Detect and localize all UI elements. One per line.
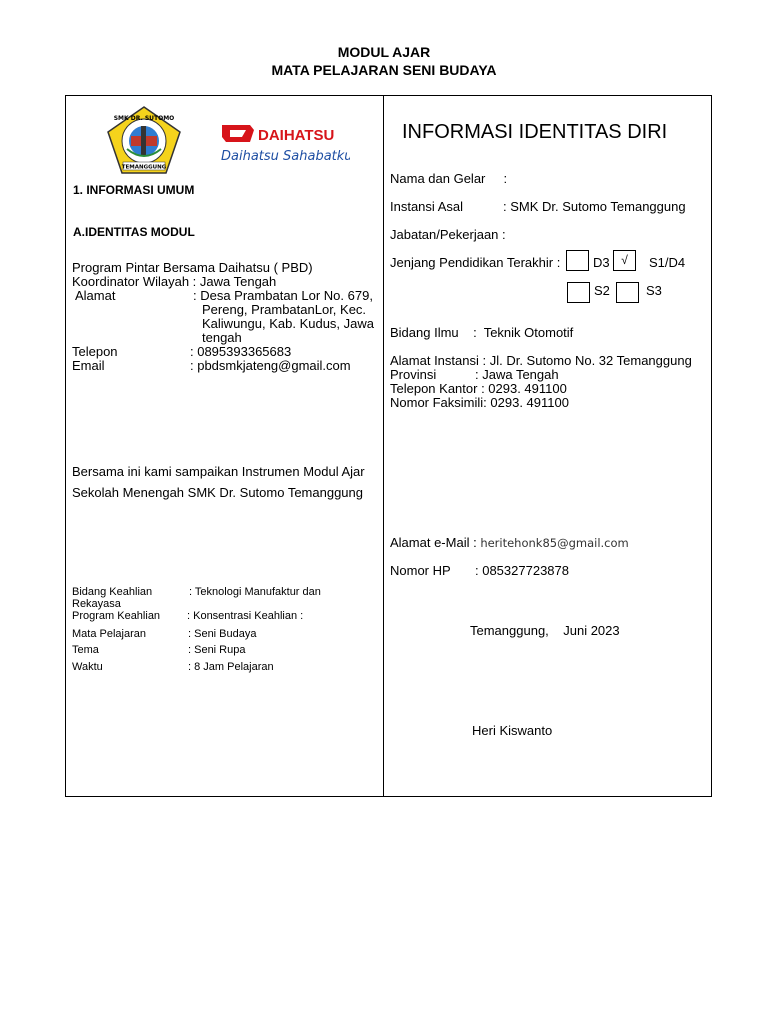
- email-label: Email: [72, 358, 105, 373]
- identity-heading: INFORMASI IDENTITAS DIRI: [402, 121, 668, 143]
- detail-label-program: Program Keahlian: [72, 610, 161, 622]
- option-s3: S3: [646, 283, 662, 298]
- section-informasi-umum: 1. INFORMASI UMUM: [73, 183, 195, 197]
- place-date: Temanggung, Juni 2023: [470, 623, 620, 638]
- alamat-instansi: Alamat Instansi : Jl. Dr. Sutomo No. 32 Temanggung: [390, 353, 692, 368]
- daihatsu-brand-text: DAIHATSU: [258, 127, 335, 144]
- detail-label-bidang: Bidang Keahlian: [72, 586, 153, 598]
- koordinator-wilayah: Koordinator Wilayah : Jawa Tengah: [72, 274, 277, 289]
- checkbox-s2[interactable]: [567, 282, 590, 303]
- program-name: Program Pintar Bersama Daihatsu ( PBD): [72, 260, 313, 275]
- checkbox-s1d4[interactable]: √: [613, 250, 636, 271]
- checkbox-s3[interactable]: [616, 282, 639, 303]
- alamat-line-4: tengah: [202, 330, 242, 345]
- detail-value-program: : Konsentrasi Keahlian :: [187, 610, 304, 622]
- instansi-label: Instansi Asal: [390, 199, 463, 214]
- detail-value-bidang: : Teknologi Manufaktur dan: [189, 586, 321, 598]
- nama-gelar: Nama dan Gelar :: [390, 171, 508, 186]
- detail-value-tema: : Seni Rupa: [188, 644, 246, 656]
- checkbox-d3[interactable]: [566, 250, 589, 271]
- option-d3: D3: [593, 255, 610, 270]
- nomor-faksimili: Nomor Faksimili: 0293. 491100: [390, 395, 569, 410]
- alamat-line-3: Kaliwungu, Kab. Kudus, Jawa: [202, 316, 374, 331]
- document-subtitle: MATA PELAJARAN SENI BUDAYA: [271, 62, 497, 78]
- daihatsu-logo: [220, 122, 350, 166]
- hp-value: : 085327723878: [475, 563, 569, 578]
- email-row-label: Alamat e-Mail :: [390, 535, 481, 550]
- daihatsu-tagline: Daihatsu Sahabatku: [221, 149, 350, 164]
- detail-label-tema: Tema: [72, 644, 99, 656]
- email-row: [390, 536, 629, 550]
- section-identitas-modul: A.IDENTITAS MODUL: [73, 225, 195, 239]
- alamat-line-1: : Desa Prambatan Lor No. 679,: [193, 288, 373, 303]
- email-value: : pbdsmkjateng@gmail.com: [190, 358, 351, 373]
- statement-line-1: Bersama ini kami sampaikan Instrumen Modul Ajar: [72, 464, 365, 479]
- option-s1d4: S1/D4: [649, 255, 686, 270]
- school-logo: [105, 105, 183, 175]
- school-logo-text-bottom: TEMANGGUNG: [121, 164, 167, 171]
- telepon-label: Telepon: [72, 344, 118, 359]
- signer-name: Heri Kiswanto: [472, 723, 553, 738]
- alamat-line-2: Pereng, PrambatanLor, Kec.: [202, 302, 367, 317]
- detail-value-mapel: : Seni Budaya: [188, 628, 257, 640]
- document-title: MODUL AJAR: [337, 44, 431, 60]
- detail-label-rekayasa: Rekayasa: [72, 598, 121, 610]
- instansi-value: : SMK Dr. Sutomo Temanggung: [503, 199, 686, 214]
- provinsi-label: Provinsi: [390, 367, 437, 382]
- jabatan: Jabatan/Pekerjaan :: [390, 227, 506, 242]
- detail-label-waktu: Waktu: [72, 661, 103, 673]
- detail-value-waktu: : 8 Jam Pelajaran: [188, 661, 274, 673]
- statement-line-2: Sekolah Menengah SMK Dr. Sutomo Temanggung: [72, 485, 363, 500]
- email-row-value: heritehonk85@gmail.com: [480, 536, 629, 550]
- alamat-label: Alamat: [75, 288, 116, 303]
- bidang-ilmu: Bidang Ilmu : Teknik Otomotif: [390, 325, 574, 340]
- telepon-value: : 0895393365683: [190, 344, 292, 359]
- school-logo-text-top: SMK DR. SUTOMO: [113, 115, 175, 122]
- column-divider: [383, 95, 384, 797]
- hp-label: Nomor HP: [390, 563, 451, 578]
- telepon-kantor: Telepon Kantor : 0293. 491100: [390, 381, 567, 396]
- option-s2: S2: [594, 283, 610, 298]
- provinsi-value: : Jawa Tengah: [475, 367, 559, 382]
- detail-label-mapel: Mata Pelajaran: [72, 628, 146, 640]
- jenjang-label: Jenjang Pendidikan Terakhir :: [390, 255, 561, 270]
